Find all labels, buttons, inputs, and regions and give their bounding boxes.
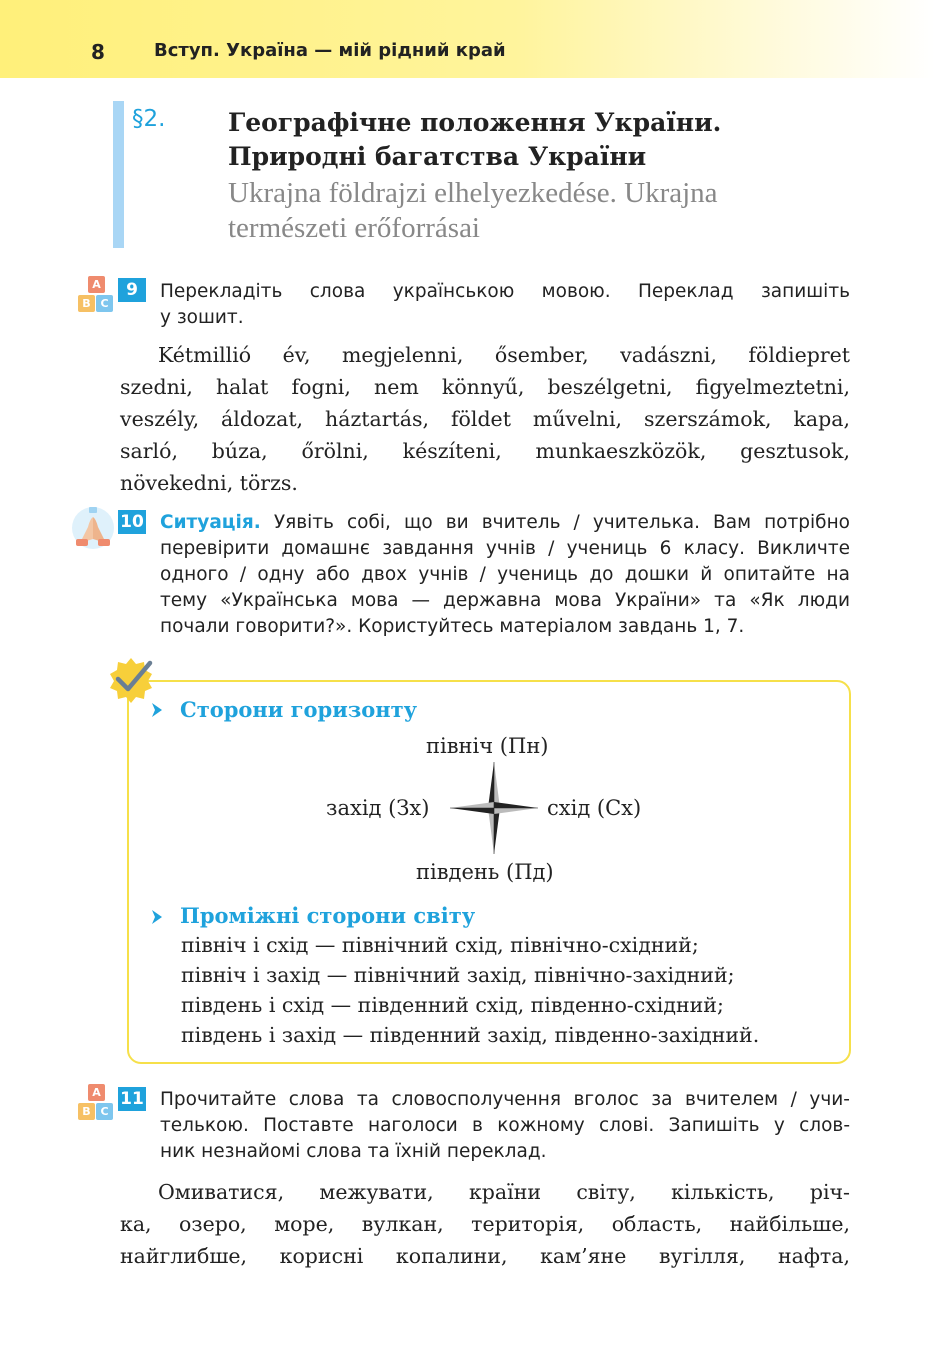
task10-first-line-rest: Уявіть собі, що ви вчитель / учителька. Вам потрібно: [260, 512, 850, 533]
abc-blocks-icon: A B C: [76, 276, 118, 318]
page-header: [0, 0, 935, 78]
arrow-bullet-icon: [150, 909, 164, 925]
word-line: найглибше, корисні копалини, кам’яне вугілля, нафта,: [120, 1244, 850, 1268]
word-line: sarló, búza, őrölni, készíteni, munkaeszközök, gesztusok,: [120, 439, 850, 463]
arrow-bullet-icon: [150, 702, 164, 718]
word-line: növekedni, törzs.: [120, 471, 298, 495]
direction-line: південь і схід — південний схід, південно-східний;: [181, 993, 724, 1017]
instruction-line: у зошит.: [160, 307, 244, 328]
title-hu-line: Ukrajna földrajzi elhelyezkedése. Ukrajna: [228, 177, 718, 209]
task10-line: одного / одну або двох учнів / учениць до дошки й опитайте на: [160, 564, 850, 585]
task10-line: перевірити домашнє завдання учнів / учениць 6 класу. Викличте: [160, 538, 850, 559]
raised-hands-icon: [70, 505, 116, 551]
title-uk-line: Природні багатства України: [228, 142, 647, 171]
task-number-9: 9: [118, 278, 146, 302]
task9-instruction: [160, 279, 850, 331]
intermediate-directions-list: [181, 930, 841, 1050]
south-label: південь (Пд): [416, 860, 554, 884]
task-number-10: 10: [118, 510, 146, 534]
compass-rose-icon: [448, 760, 540, 856]
west-label: захід (Зх): [326, 796, 430, 820]
task-number-11: 11: [118, 1087, 146, 1111]
title-uk-line: Географічне положення України.: [228, 108, 722, 137]
instruction-line: ник незнайомі слова та їхній переклад.: [160, 1141, 547, 1162]
section-number: §2.: [132, 106, 166, 132]
task9-word-list: [120, 339, 850, 499]
instruction-line: телькою. Поставте наголоси в кожному слові. Запишіть у слов-: [160, 1115, 850, 1136]
word-line: Kétmillió év, megjelenni, ősember, vadászni, földiepret: [158, 343, 850, 367]
direction-line: північ і схід — північний схід, північно-східний;: [181, 933, 699, 957]
direction-line: північ і захід — північний захід, північно-західний;: [181, 963, 735, 987]
running-title: Вступ. Україна — мій рідний край: [154, 40, 506, 61]
intermediate-directions-heading: Проміжні сторони світу: [180, 903, 476, 928]
north-label: північ (Пн): [426, 734, 549, 758]
instruction-line: Прочитайте слова та словосполучення вголос за вчителем / учи-: [160, 1089, 850, 1110]
task10-line: тему «Українська мова — державна мова України» та «Як люди: [160, 590, 850, 611]
task11-instruction: [160, 1087, 850, 1165]
section-title-ukrainian: [228, 106, 868, 174]
instruction-line: Перекладіть слова українською мовою. Переклад запишіть: [160, 281, 850, 302]
word-line: szedni, halat fogni, nem könnyű, beszélgetni, figyelmeztetni,: [120, 375, 850, 399]
task10-line: почали говорити?». Користуйтесь матеріалом завдань 1, 7.: [160, 616, 745, 637]
section-side-bar: [113, 101, 124, 248]
word-line: veszély, áldozat, háztartás, földet művelni, szerszámok, kapa,: [120, 407, 850, 431]
direction-line: південь і захід — південний захід, південно-західний.: [181, 1023, 760, 1047]
task11-word-list: [120, 1176, 850, 1272]
word-line: ка, озеро, море, вулкан, територія, область, найбільше,: [120, 1212, 850, 1236]
situation-label: Ситуація.: [160, 512, 261, 533]
horizon-sides-heading: Сторони горизонту: [180, 697, 418, 722]
section-title-hungarian: [228, 176, 878, 246]
title-hu-line: természeti erőforrásai: [228, 212, 480, 244]
task10-text: [160, 510, 850, 640]
check-badge-icon: [106, 655, 156, 705]
word-line: Омиватися, межувати, країни світу, кількість, річ-: [158, 1180, 850, 1204]
east-label: схід (Сх): [547, 796, 642, 820]
task10-line: [160, 510, 850, 536]
page-number: 8: [91, 40, 105, 64]
abc-blocks-icon: A B C: [76, 1084, 118, 1126]
